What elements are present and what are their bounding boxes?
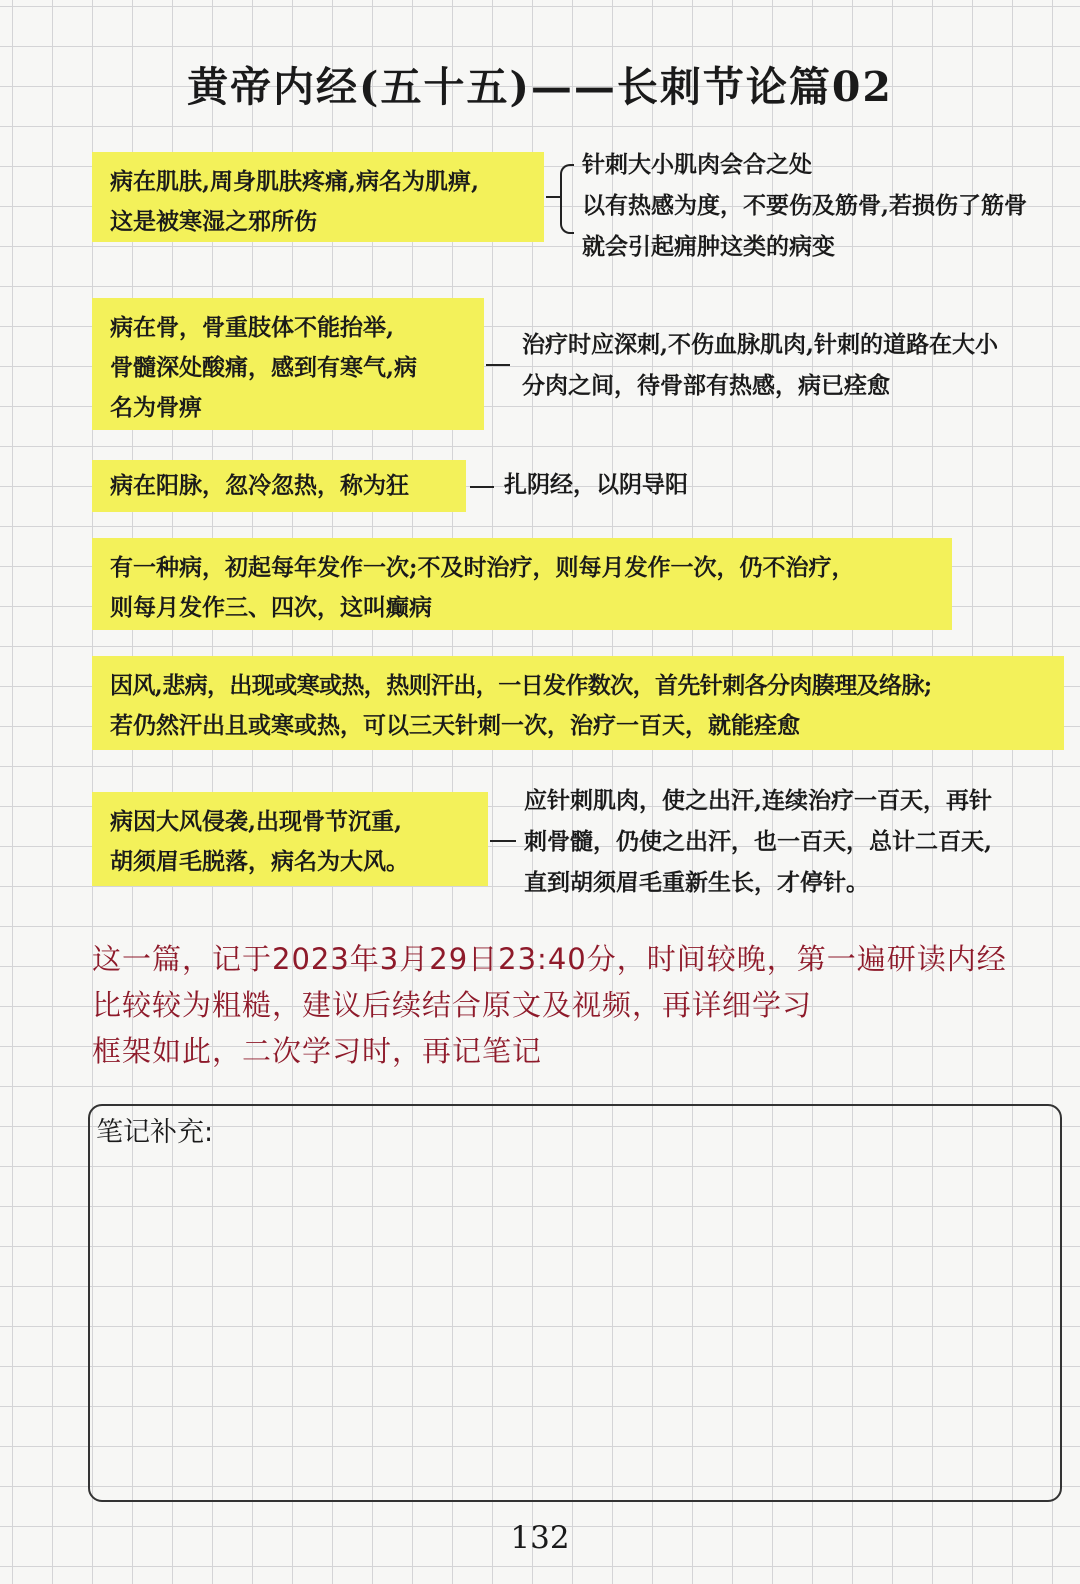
box-line: 病在肌肤,周身肌肤疼痛,病名为肌痹, — [110, 168, 480, 195]
page-title: 黄帝内经(五十五)——长刺节论篇02 — [187, 63, 893, 111]
brace-connector — [560, 164, 574, 234]
note-line: 就会引起痈肿这类的病变 — [582, 233, 835, 260]
connector-line — [490, 840, 516, 842]
box-line: 有一种病，初起每年发作一次;不及时治疗，则每月发作一次，仍不治疗， — [110, 554, 855, 581]
box-line: 病因大风侵袭,出现骨节沉重, — [110, 808, 403, 835]
connector-line — [470, 486, 494, 488]
note-line: 以有热感为度，不要伤及筋骨,若损伤了筋骨 — [582, 192, 1028, 219]
box-line: 病在阳脉，忽冷忽热，称为狂 — [110, 472, 409, 499]
supplement-label: 笔记补充: — [96, 1117, 214, 1148]
highlight-box-dian-bing — [92, 538, 952, 630]
connector-line — [486, 364, 510, 366]
note-line: 针刺大小肌肉会合之处 — [582, 151, 812, 178]
handwritten-line: 框架如此，二次学习时，再记笔记 — [92, 1034, 543, 1068]
note-line: 刺骨髓，仍使之出汗，也一百天，总计二百天, — [524, 828, 993, 855]
note-line: 分肉之间，待骨部有热感，病已痊愈 — [522, 372, 890, 399]
note-bone-bi — [522, 324, 998, 406]
note-da-feng — [524, 780, 992, 903]
note-line: 治疗时应深刺,不伤血脉肌肉,针刺的道路在大小 — [522, 331, 999, 358]
box-line: 病在骨，骨重肢体不能抬举, — [110, 314, 395, 341]
highlight-box-yang-mai — [92, 460, 466, 512]
box-line: 骨髓深处酸痛，感到有寒气,病 — [110, 354, 418, 381]
handwritten-line: 这一篇，记于2023年3月29日23:40分，时间较晚，第一遍研读内经 — [92, 942, 1007, 976]
connector-line — [546, 196, 560, 198]
handwritten-note — [92, 936, 1007, 1074]
box-line: 胡须眉毛脱落，病名为大风。 — [110, 848, 409, 875]
handwritten-line: 比较较为粗糙，建议后续结合原文及视频，再详细学习 — [92, 988, 813, 1022]
highlight-box-feng-bei — [92, 656, 1064, 750]
note-yang-mai — [504, 464, 688, 505]
notes-supplement-box[interactable] — [88, 1104, 1062, 1502]
note-line: 扎阴经，以阴导阳 — [504, 471, 688, 498]
highlight-box-da-feng — [92, 792, 488, 886]
note-line: 应针刺肌肉，使之出汗,连续治疗一百天，再针 — [524, 787, 993, 814]
box-line: 若仍然汗出且或寒或热，可以三天针刺一次，治疗一百天，就能痊愈 — [110, 712, 800, 739]
box-line: 因风,悲病，出现或寒或热，热则汗出，一日发作数次，首先针刺各分肉腠理及络脉; — [110, 672, 932, 699]
page-number: 132 — [510, 1520, 570, 1556]
box-line: 这是被寒湿之邪所伤 — [110, 208, 317, 235]
box-line: 则每月发作三、四次，这叫癫病 — [110, 594, 432, 621]
highlight-box-skin-bi — [92, 152, 544, 242]
box-line: 名为骨痹 — [110, 394, 202, 421]
note-skin-bi — [582, 144, 1027, 267]
highlight-box-bone-bi — [92, 298, 484, 430]
note-line: 直到胡须眉毛重新生长，才停针。 — [524, 869, 869, 896]
